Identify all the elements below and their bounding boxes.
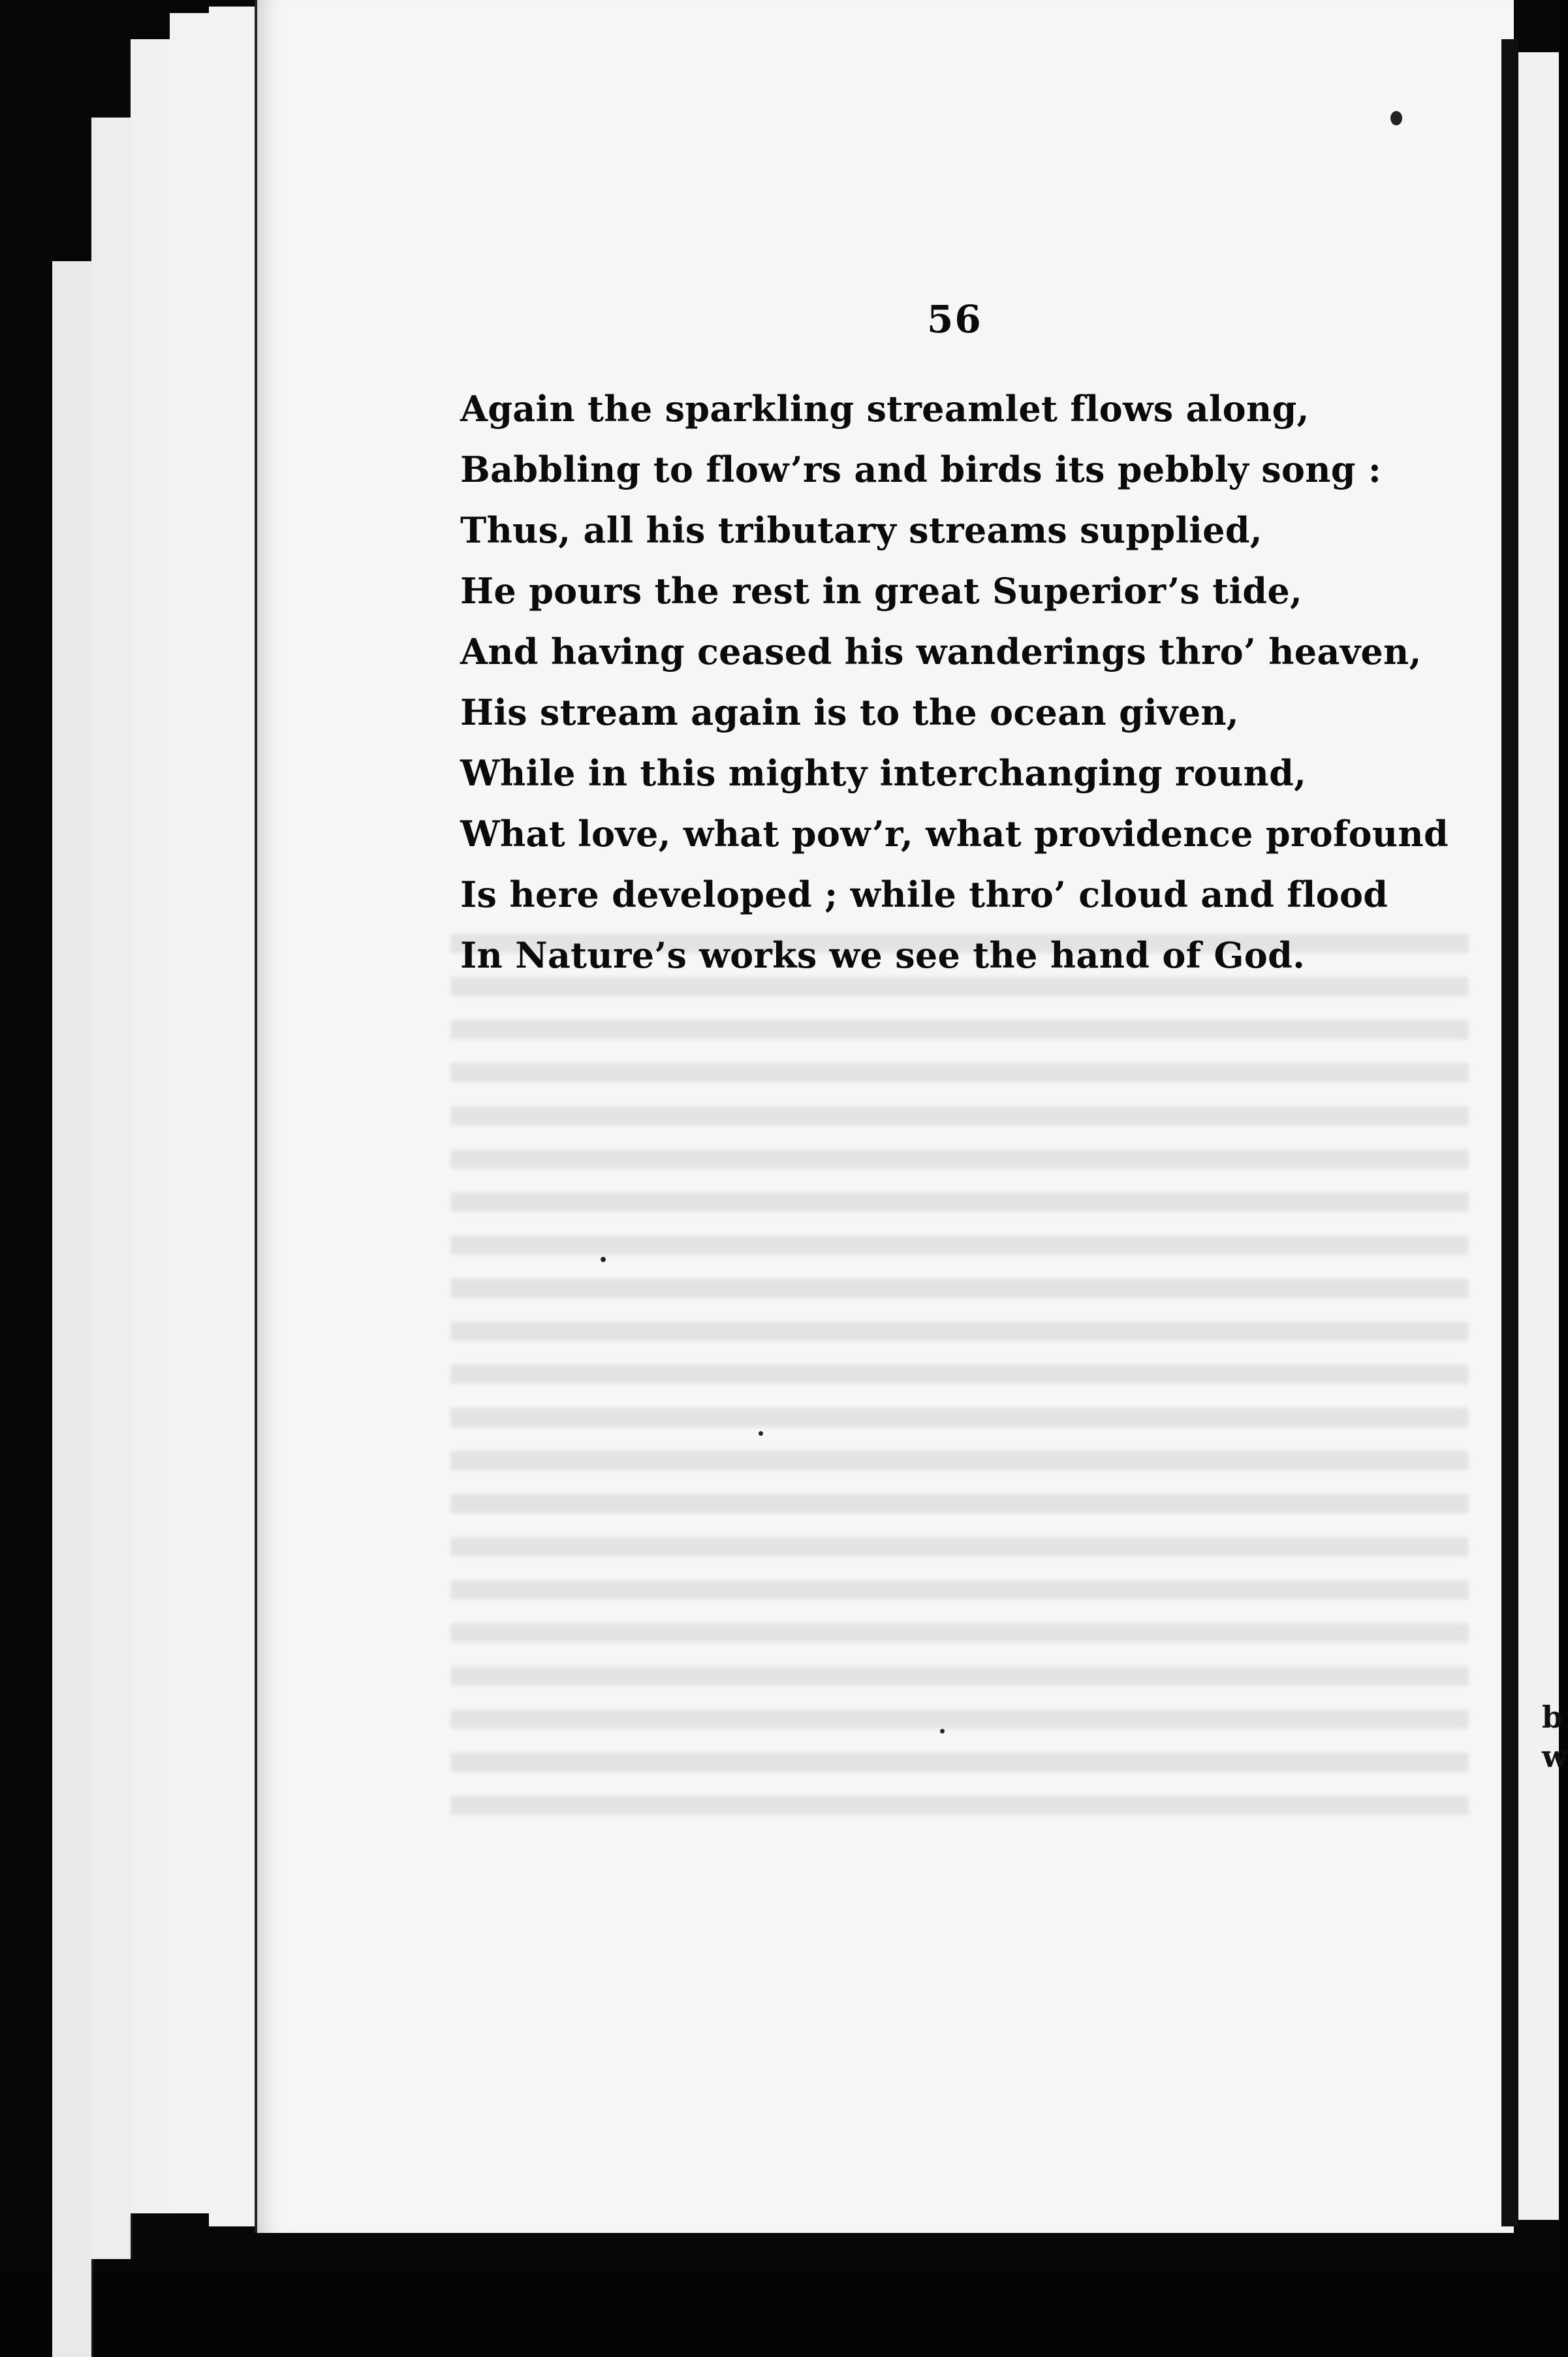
poem-line: Babbling to flow’rs and birds its pebbly song : <box>460 449 1382 490</box>
ink-speck <box>759 1431 763 1436</box>
page-edge <box>209 7 257 2226</box>
poem-line: Again the sparkling streamlet flows along, <box>460 388 1309 430</box>
ink-speck <box>601 1257 606 1262</box>
facing-page-text <box>1542 1698 1568 1776</box>
facing-page-letter: b <box>1542 1700 1563 1735</box>
poem-line: While in this mighty interchanging round, <box>460 752 1307 794</box>
ink-speck <box>940 1729 945 1733</box>
poem-line: Thus, all his tributary streams supplied, <box>460 509 1262 551</box>
poem-line: In Nature’s works we see the hand of God. <box>460 934 1306 976</box>
ink-speck <box>1390 111 1402 125</box>
page-edge <box>131 39 172 2213</box>
facing-page-letter: w <box>1542 1739 1568 1774</box>
page-edge <box>170 13 211 2213</box>
page-edge <box>91 118 133 2259</box>
poem-line: What love, what pow’r, what providence profound <box>460 813 1449 855</box>
poem-stanza <box>460 379 1479 986</box>
book-gutter <box>1501 39 1518 2226</box>
poem-line: His stream again is to the ocean given, <box>460 691 1240 733</box>
poem-line: Is here developed ; while thro’ cloud and flood <box>460 874 1388 915</box>
poem-line: He pours the rest in great Superior’s tide, <box>460 570 1303 612</box>
page-edge <box>52 261 93 2357</box>
bleed-through-texture <box>450 934 1469 1835</box>
facing-page-edge <box>1518 52 1559 2220</box>
poem-line: And having ceased his wanderings thro’ heaven, <box>460 631 1422 672</box>
page-number: 56 <box>927 297 982 341</box>
